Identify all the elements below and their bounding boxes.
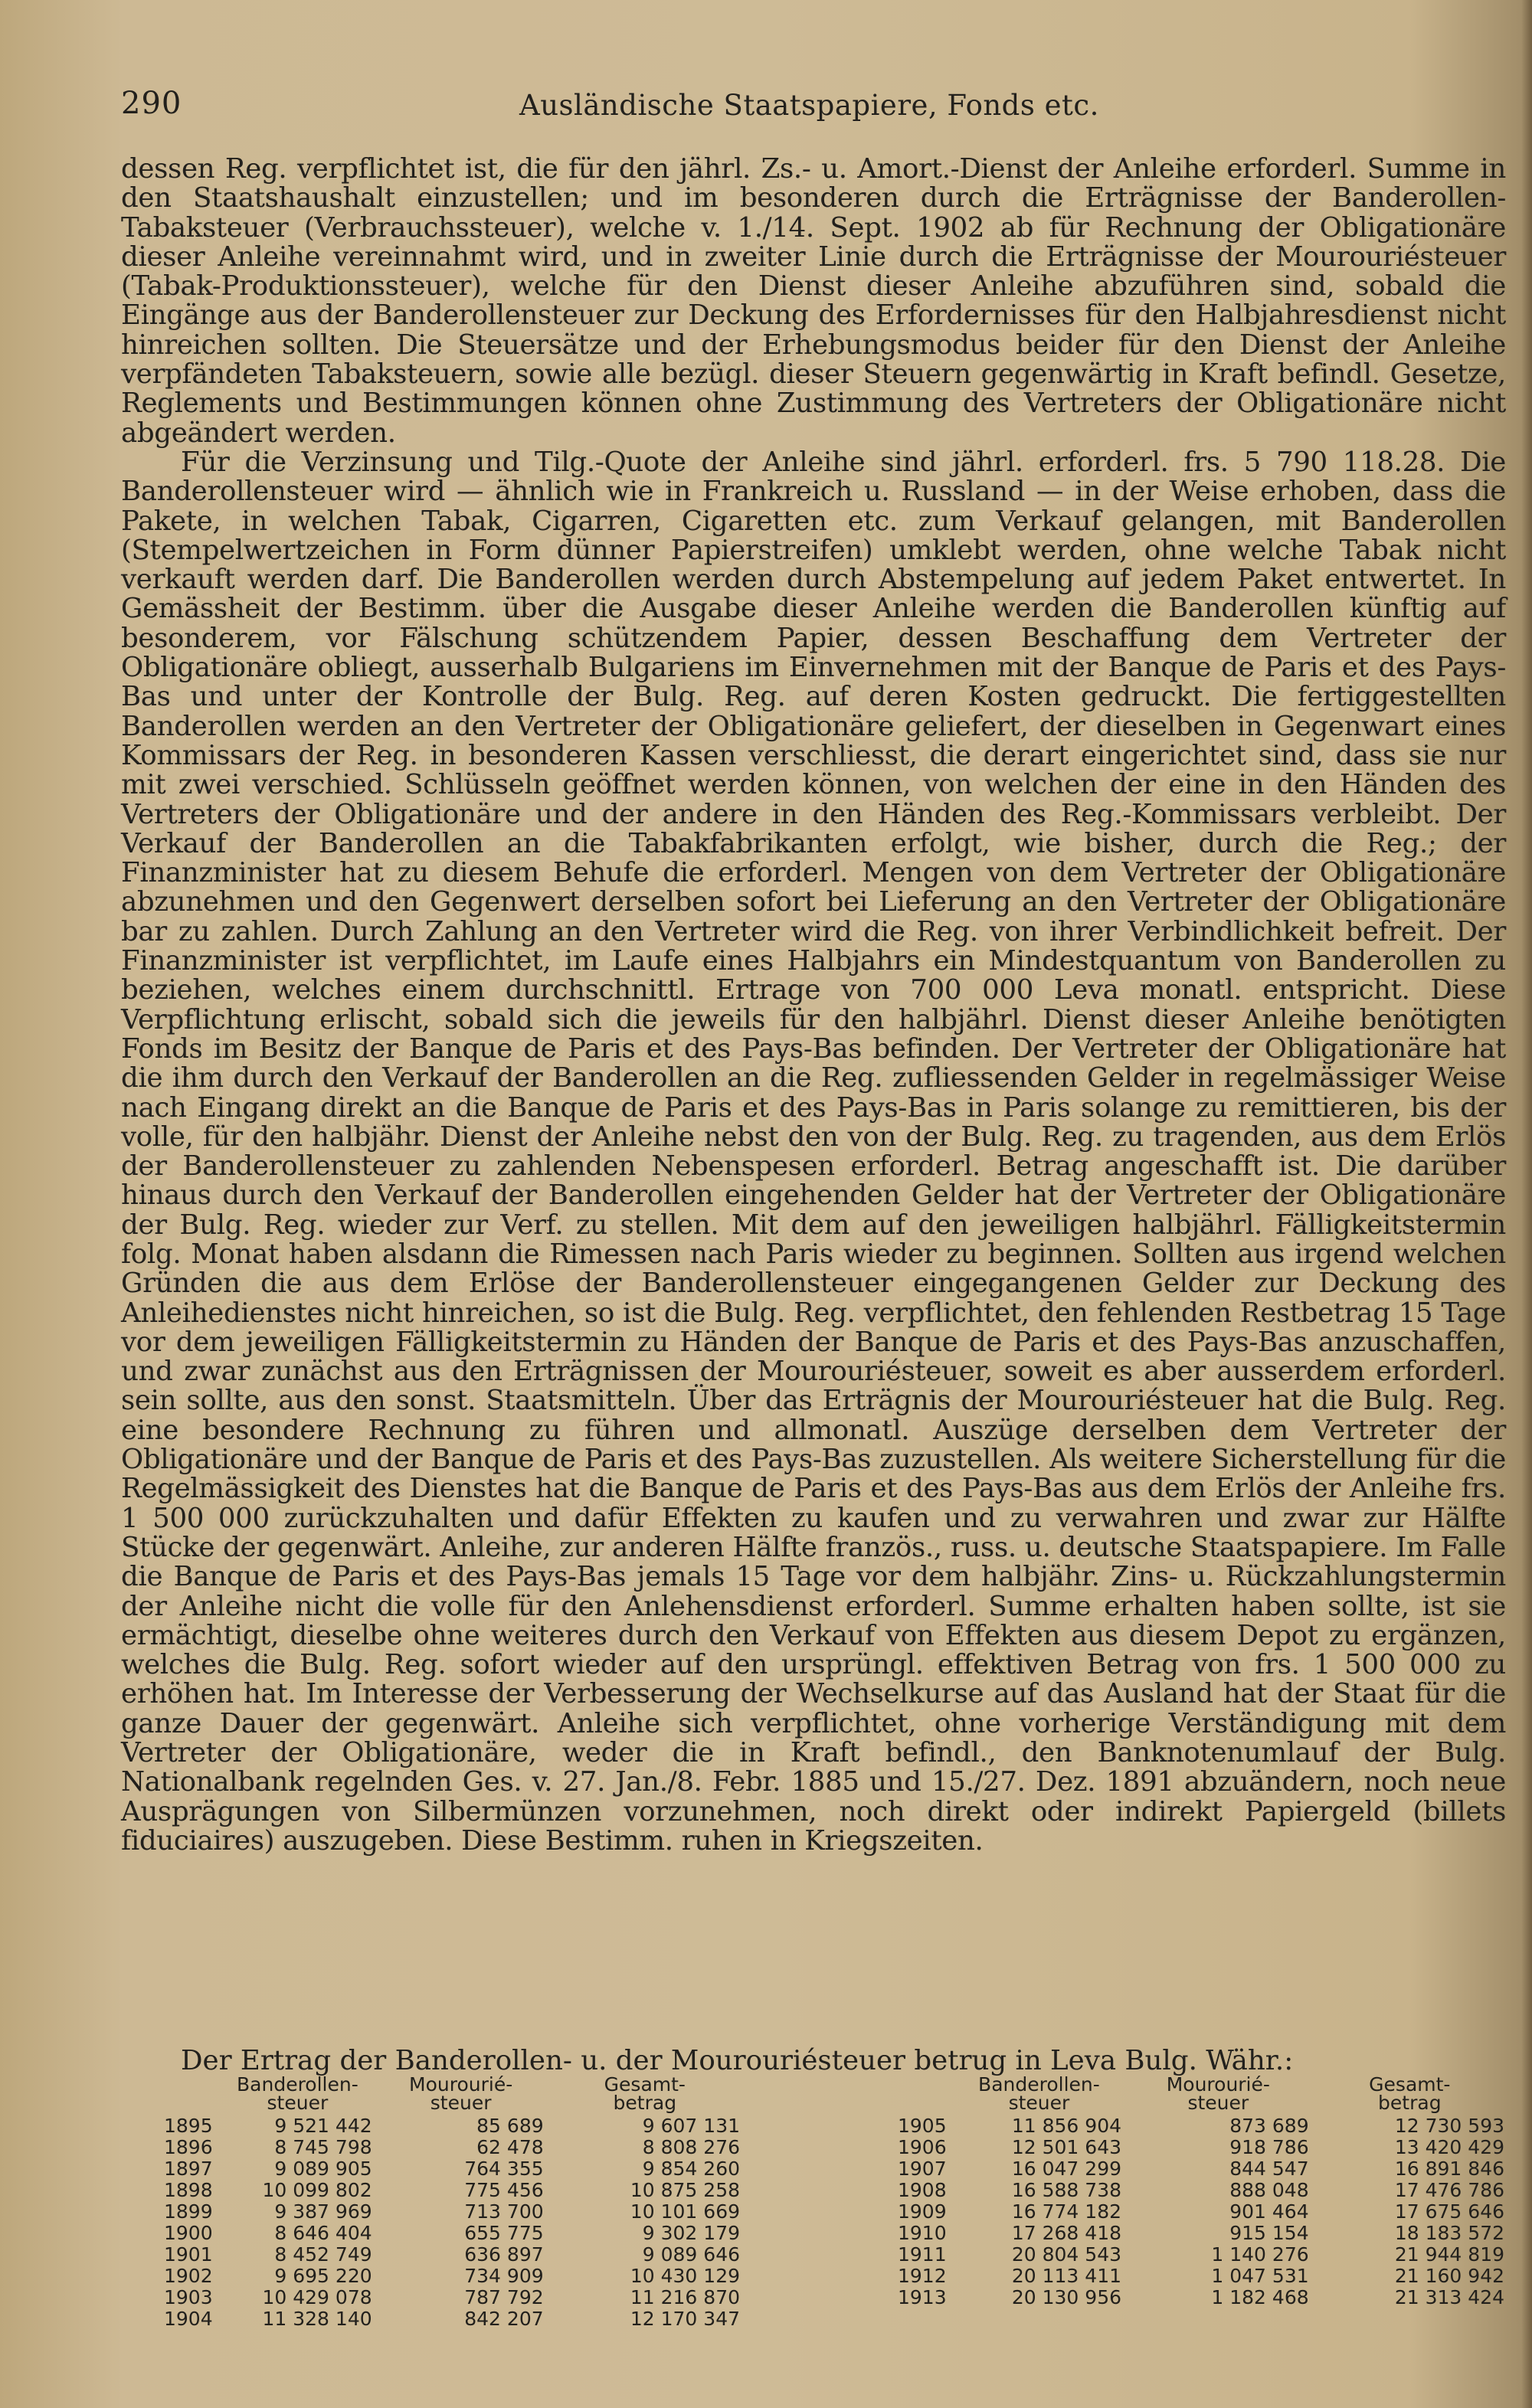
- mourourie-cell: 1 047 531: [1211, 2265, 1309, 2287]
- banderollen-cell: 20 804 543: [1011, 2243, 1121, 2266]
- banderollen-cell: 20 113 411: [1011, 2265, 1121, 2287]
- table-row: [895, 2137, 1507, 2158]
- banderollen-cell: 9 695 220: [274, 2265, 372, 2287]
- banderollen-cell: 12 501 643: [1011, 2136, 1121, 2158]
- table-row: [161, 2137, 743, 2158]
- table-row: [161, 2223, 743, 2244]
- mourourie-cell: 888 048: [1229, 2179, 1309, 2201]
- table-row: [161, 2244, 743, 2266]
- mourourie-cell: 764 355: [464, 2158, 544, 2180]
- gesamt-cell: 21 944 819: [1394, 2243, 1504, 2266]
- gesamt-cell: 9 089 646: [642, 2243, 740, 2266]
- banderollen-cell: 20 130 956: [1011, 2286, 1121, 2308]
- banderollen-cell: 9 089 905: [274, 2158, 372, 2180]
- mourourie-cell: 844 547: [1229, 2158, 1309, 2180]
- table-row: [895, 2223, 1507, 2244]
- gesamt-cell: 21 160 942: [1394, 2265, 1504, 2287]
- year-cell: 1906: [898, 2136, 947, 2158]
- mourourie-cell: 915 154: [1229, 2222, 1309, 2244]
- year-cell: 1901: [164, 2243, 213, 2266]
- gesamt-cell: 18 183 572: [1394, 2222, 1504, 2244]
- banderollen-header: Banderollen- steuer: [978, 2073, 1100, 2114]
- revenue-table-left: [161, 2073, 743, 2330]
- table-row: [161, 2180, 743, 2201]
- year-cell: 1900: [164, 2222, 213, 2244]
- table-row: [895, 2115, 1507, 2137]
- gesamt-header: Gesamt- betrag: [604, 2073, 686, 2114]
- year-cell: 1902: [164, 2265, 213, 2287]
- gesamt-cell: 16 891 846: [1394, 2158, 1504, 2180]
- banderollen-cell: 8 745 798: [274, 2136, 372, 2158]
- paragraph-1: dessen Reg. verpflichtet ist, die für den jährl. Zs.- u. Amort.-Dienst der Anleihe erforderl. Summe in den Staatshaushalt einzustellen; und im besonderen durch die Erträgnisse der Banderollen-Tabaksteuer (Verbrauchssteuer), welche v. 1./14. Sept. 1902 ab für Rechnung der Obligationäre dieser Anleihe vereinnahmt wird, und in zweiter Linie durch die Erträgnisse der Mourouriésteuer (Tabak-Produktionssteuer), welche für den Dienst dieser Anleihe abzuführen sind, sobald die Eingänge aus der Banderollensteuer zur Deckung des Erfordernisses für den Halbjahresdienst nicht hinreichen sollten. Die Steuersätze und der Erhebungsmodus beider für den Dienst der Anleihe verpfändeten Tabaksteuern, sowie alle bezügl. dieser Steuern gegenwärtig in Kraft befindl. Gesetze, Reglements und Bestimmungen können ohne Zustimmung des Vertreters der Obligationäre nicht abgeändert werden.: [121, 153, 1506, 449]
- year-cell: 1912: [898, 2265, 947, 2287]
- mourourie-cell: 842 207: [464, 2308, 544, 2330]
- revenue-table-left-body: [161, 2115, 743, 2330]
- banderollen-header: Banderollen- steuer: [237, 2073, 358, 2114]
- gesamt-cell: 12 170 347: [630, 2308, 740, 2330]
- revenue-table-section: [121, 2046, 1507, 2397]
- page-header: [121, 86, 1507, 132]
- year-cell: 1905: [898, 2115, 947, 2137]
- page-number: 290: [121, 86, 182, 121]
- year-cell: 1903: [164, 2286, 213, 2308]
- banderollen-cell: 8 452 749: [274, 2243, 372, 2266]
- banderollen-cell: 10 429 078: [262, 2286, 372, 2308]
- gesamt-header: Gesamt- betrag: [1369, 2073, 1451, 2114]
- mourourie-cell: 636 897: [464, 2243, 544, 2266]
- mourourie-cell: 713 700: [464, 2200, 544, 2223]
- year-cell: 1907: [898, 2158, 947, 2180]
- table-row: [161, 2266, 743, 2287]
- banderollen-cell: 16 047 299: [1011, 2158, 1121, 2180]
- revenue-tables: [121, 2073, 1507, 2397]
- running-title: Ausländische Staatspapiere, Fonds etc.: [519, 89, 1099, 122]
- mourourie-cell: 873 689: [1229, 2115, 1309, 2137]
- table-row: [895, 2201, 1507, 2223]
- table-row: [895, 2158, 1507, 2180]
- mourourie-cell: 85 689: [476, 2115, 544, 2137]
- mourourie-cell: 1 140 276: [1211, 2243, 1309, 2266]
- gesamt-cell: 9 854 260: [642, 2158, 740, 2180]
- banderollen-cell: 17 268 418: [1011, 2222, 1121, 2244]
- year-cell: 1904: [164, 2308, 213, 2330]
- gesamt-cell: 21 313 424: [1394, 2286, 1504, 2308]
- year-cell: 1913: [898, 2286, 947, 2308]
- mourourie-cell: 62 478: [476, 2136, 544, 2158]
- revenue-table-right-body: [895, 2115, 1507, 2308]
- mourourie-cell: 901 464: [1229, 2200, 1309, 2223]
- table-row: [161, 2308, 743, 2330]
- gesamt-cell: 17 476 786: [1394, 2179, 1504, 2201]
- banderollen-cell: 9 521 442: [274, 2115, 372, 2137]
- paragraph-2: Für die Verzinsung und Tilg.-Quote der Anleihe sind jährl. erforderl. frs. 5 790 118.28. Die Banderollensteuer wird — ähnlich wie in Frankreich u. Russland — in der Weise erhoben, dass die Pakete, in welchen Tabak, Cigarren, Cigaretten etc. zum Verkauf gelangen, mit Banderollen (Stempelwertzeichen in Form dünner Papierstreifen) umklebt werden, ohne welche Tabak nicht verkauft werden darf. Die Banderollen werden durch Abstempelung auf jedem Paket entwertet. In Gemässheit der Bestimm. über die Ausgabe dieser Anleihe werden die Banderollen künftig auf besonderem, vor Fälschung schützendem Papier, dessen Beschaffung dem Vertreter der Obligationäre obliegt, ausserhalb Bulgariens im Einvernehmen mit der Banque de Paris et des Pays-Bas und unter der Kontrolle der Bulg. Reg. auf deren Kosten gedruckt. Die fertiggestellten Banderollen werden an den Vertreter der Obligationäre geliefert, der dieselben in Gegenwart eines Kommissars der Reg. in besonderen Kassen verschliesst, die derart eingerichtet sind, dass sie nur mit zwei verschied. Schlüsseln geöffnet werden können, von welchen der eine in den Händen des Vertreters der Obligationäre und der andere in den Händen des Reg.-Kommissars verbleibt. Der Verkauf der Banderollen an die Tabakfabrikanten erfolgt, wie bisher, durch die Reg.; der Finanzminister hat zu diesem Behufe die erforderl. Mengen von dem Vertreter der Obligationäre abzunehmen und den Gegenwert derselben sofort bei Lieferung an den Vertreter der Obligationäre bar zu zahlen. Durch Zahlung an den Vertreter wird die Reg. von ihrer Verbindlichkeit befreit. Der Finanzminister ist verpflichtet, im Laufe eines Halbjahrs ein Mindestquantum von Banderollen zu beziehen, welches einem durchschnittl. Ertrage von 700 000 Leva monatl. entspricht. Diese Verpflichtung erlischt, sobald sich die jeweils für den halbjährl. Dienst dieser Anleihe benötigten Fonds im Besitz der Banque de Paris et des Pays-Bas befinden. Der Vertreter der Obligationäre hat die ihm durch den Verkauf der Banderollen an die Reg. zufliessenden Gelder in regelmässiger Weise nach Eingang direkt an die Banque de Paris et des Pays-Bas in Paris solange zu remittieren, bis der volle, für den halbjähr. Dienst der Anleihe nebst den von der Bulg. Reg. zu tragenden, aus dem Erlös der Banderollensteuer zu zahlenden Nebenspesen erforderl. Betrag angeschafft ist. Die darüber hinaus durch den Verkauf der Banderollen eingehenden Gelder hat der Vertreter der Obligationäre der Bulg. Reg. wieder zur Verf. zu stellen. Mit dem auf den jeweiligen halbjährl. Fälligkeitstermin folg. Monat haben alsdann die Rimessen nach Paris wieder zu beginnen. Sollten aus irgend welchen Gründen die aus dem Erlöse der Banderollensteuer eingegangenen Gelder zur Deckung des Anleihedienstes nicht hinreichen, so ist die Bulg. Reg. verpflichtet, den fehlenden Restbetrag 15 Tage vor dem jeweiligen Fälligkeitstermin zu Händen der Banque de Paris et des Pays-Bas anzuschaffen, und zwar zunächst aus den Erträgnissen der Mourouriésteuer, soweit es aber ausserdem erforderl. sein sollte, aus den sonst. Staatsmitteln. Über das Erträgnis der Mourouriésteuer hat die Bulg. Reg. eine besondere Rechnung zu führen und allmonatl. Auszüge derselben dem Vertreter der Obligationäre und der Banque de Paris et des Pays-Bas zuzustellen. Als weitere Sicherstellung für die Regelmässigkeit des Dienstes hat die Banque de Paris et des Pays-Bas aus dem Erlös der Anleihe frs. 1 500 000 zurückzuhalten und dafür Effekten zu kaufen und zu verwahren und zwar zur Hälfte Stücke der gegenwärt. Anleihe, zur anderen Hälfte französ., russ. u. deutsche Staatspapiere. Im Falle die Banque de Paris et des Pays-Bas jemals 15 Tage vor dem halbjähr. Zins- u. Rückzahlungstermin der Anleihe nicht die volle für den Anlehensdienst erforderl. Summe erhalten haben sollte, ist sie ermächtigt, dieselbe ohne weiteres durch den Verkauf von Effekten aus diesem Depot zu ergänzen, welches die Bulg. Reg. sofort wieder auf den ursprüngl. effektiven Betrag von frs. 1 500 000 zu erhöhen hat. Im Interesse der Verbesserung der Wechselkurse auf das Ausland hat der Staat für die ganze Dauer der gegenwärt. Anleihe sich verpflichtet, ohne vorherige Verständigung mit dem Vertreter der Obligationäre, weder die in Kraft befindl., den Banknotenumlauf der Bulg. Nationalbank regelnden Ges. v. 27. Jan./8. Febr. 1885 und 15./27. Dez. 1891 abzuändern, noch neue Ausprägungen von Silbermünzen vorzunehmen, noch direkt oder indirekt Papiergeld (billets fiduciaires) auszugeben. Diese Bestimm. ruhen in Kriegszeiten.: [121, 446, 1506, 1857]
- mourourie-cell: 775 456: [464, 2179, 544, 2201]
- year-cell: 1911: [898, 2243, 947, 2266]
- banderollen-cell: 10 099 802: [262, 2179, 372, 2201]
- gesamt-cell: 11 216 870: [630, 2286, 740, 2308]
- mourourie-cell: 918 786: [1229, 2136, 1309, 2158]
- gesamt-cell: 12 730 593: [1394, 2115, 1504, 2137]
- banderollen-cell: 11 856 904: [1011, 2115, 1121, 2137]
- year-header: [161, 2076, 220, 2115]
- gesamt-cell: 17 675 646: [1394, 2200, 1504, 2223]
- gesamt-cell: 10 875 258: [630, 2179, 740, 2201]
- year-cell: 1897: [164, 2158, 213, 2180]
- year-cell: 1895: [164, 2115, 213, 2137]
- banderollen-cell: 9 387 969: [274, 2200, 372, 2223]
- table-row: [895, 2244, 1507, 2266]
- table-row: [161, 2115, 743, 2137]
- mourourie-header: Mourourié- steuer: [409, 2073, 513, 2114]
- revenue-table-right: [895, 2073, 1507, 2308]
- banderollen-cell: 8 646 404: [274, 2222, 372, 2244]
- year-header: [895, 2076, 954, 2115]
- table-row: [895, 2287, 1507, 2308]
- year-cell: 1896: [164, 2136, 213, 2158]
- banderollen-cell: 11 328 140: [262, 2308, 372, 2330]
- gesamt-cell: 8 808 276: [642, 2136, 740, 2158]
- year-cell: 1908: [898, 2179, 947, 2201]
- mourourie-cell: 787 792: [464, 2286, 544, 2308]
- table-row: [895, 2266, 1507, 2287]
- year-cell: 1910: [898, 2222, 947, 2244]
- table-row: [161, 2287, 743, 2308]
- gesamt-cell: 10 430 129: [630, 2265, 740, 2287]
- year-cell: 1909: [898, 2200, 947, 2223]
- table-row: [161, 2201, 743, 2223]
- table-row: [161, 2158, 743, 2180]
- mourourie-header: Mourourié- steuer: [1166, 2073, 1270, 2114]
- gesamt-cell: 9 302 179: [642, 2222, 740, 2244]
- mourourie-cell: 734 909: [464, 2265, 544, 2287]
- mourourie-cell: 655 775: [464, 2222, 544, 2244]
- banderollen-cell: 16 774 182: [1011, 2200, 1121, 2223]
- gesamt-cell: 9 607 131: [642, 2115, 740, 2137]
- mourourie-cell: 1 182 468: [1211, 2286, 1309, 2308]
- revenue-table-caption: Der Ertrag der Banderollen- u. der Mourouriésteuer betrug in Leva Bulg. Währ.:: [181, 2045, 1294, 2076]
- year-cell: 1898: [164, 2179, 213, 2201]
- table-row: [895, 2180, 1507, 2201]
- table-header-row: [161, 2076, 743, 2115]
- gesamt-cell: 13 420 429: [1394, 2136, 1504, 2158]
- banderollen-cell: 16 588 738: [1011, 2179, 1121, 2201]
- table-header-row: [895, 2076, 1507, 2115]
- year-cell: 1899: [164, 2200, 213, 2223]
- body-text: [121, 155, 1506, 1856]
- gesamt-cell: 10 101 669: [630, 2200, 740, 2223]
